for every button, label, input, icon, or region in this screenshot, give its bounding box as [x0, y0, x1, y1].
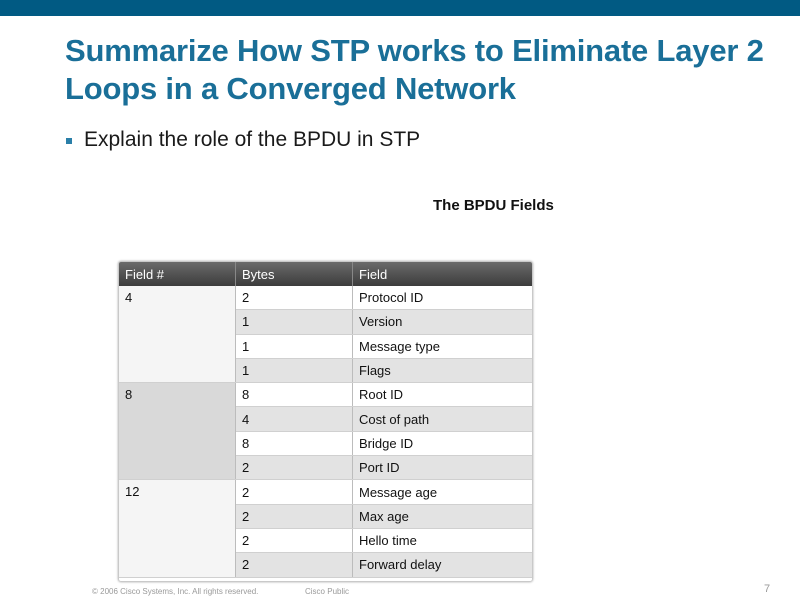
figure-title: The BPDU Fields — [433, 197, 554, 214]
slide-title: Summarize How STP works to Eliminate Layer 2 Loops in a Converged Network — [65, 33, 764, 106]
footer-classification: Cisco Public — [305, 587, 350, 596]
cell-bytes: 2 — [236, 553, 353, 577]
table-row — [119, 480, 532, 504]
table-header-row — [119, 262, 532, 286]
table-row — [119, 383, 532, 407]
cell-field: Forward delay — [353, 553, 533, 577]
cell-field: Protocol ID — [353, 286, 533, 310]
table-row — [119, 286, 532, 310]
cell-bytes: 2 — [236, 504, 353, 528]
bpdu-table — [119, 262, 532, 578]
cell-field: Bridge ID — [353, 431, 533, 455]
top-bar — [0, 0, 800, 16]
cell-field: Max age — [353, 504, 533, 528]
cell-field: Hello time — [353, 528, 533, 552]
cell-bytes: 4 — [236, 407, 353, 431]
cell-field-num: 4 — [119, 286, 236, 383]
cell-bytes: 2 — [236, 528, 353, 552]
cell-bytes: 8 — [236, 383, 353, 407]
cell-bytes: 1 — [236, 310, 353, 334]
cell-bytes: 2 — [236, 286, 353, 310]
cell-field: Port ID — [353, 456, 533, 480]
footer-copyright: © 2006 Cisco Systems, Inc. All rights reserved. — [92, 587, 259, 596]
header-field: Field — [353, 262, 533, 286]
page-number: 7 — [764, 583, 771, 595]
bullet-item — [66, 128, 420, 152]
cell-field: Message type — [353, 334, 533, 358]
cell-field: Version — [353, 310, 533, 334]
table-body — [119, 286, 532, 577]
cell-bytes: 1 — [236, 334, 353, 358]
cell-field: Cost of path — [353, 407, 533, 431]
bullet-square-icon — [66, 138, 72, 144]
cell-field: Message age — [353, 480, 533, 504]
cell-field-num: 8 — [119, 383, 236, 480]
bpdu-fields-table — [118, 261, 533, 582]
cell-bytes: 1 — [236, 358, 353, 382]
cell-field: Root ID — [353, 383, 533, 407]
bullet-text: Explain the role of the BPDU in STP — [84, 128, 421, 151]
cell-field: Flags — [353, 358, 533, 382]
cell-bytes: 2 — [236, 456, 353, 480]
header-field-num: Field # — [119, 262, 236, 286]
header-bytes: Bytes — [236, 262, 353, 286]
cell-field-num: 12 — [119, 480, 236, 577]
cell-bytes: 8 — [236, 431, 353, 455]
cell-bytes: 2 — [236, 480, 353, 504]
